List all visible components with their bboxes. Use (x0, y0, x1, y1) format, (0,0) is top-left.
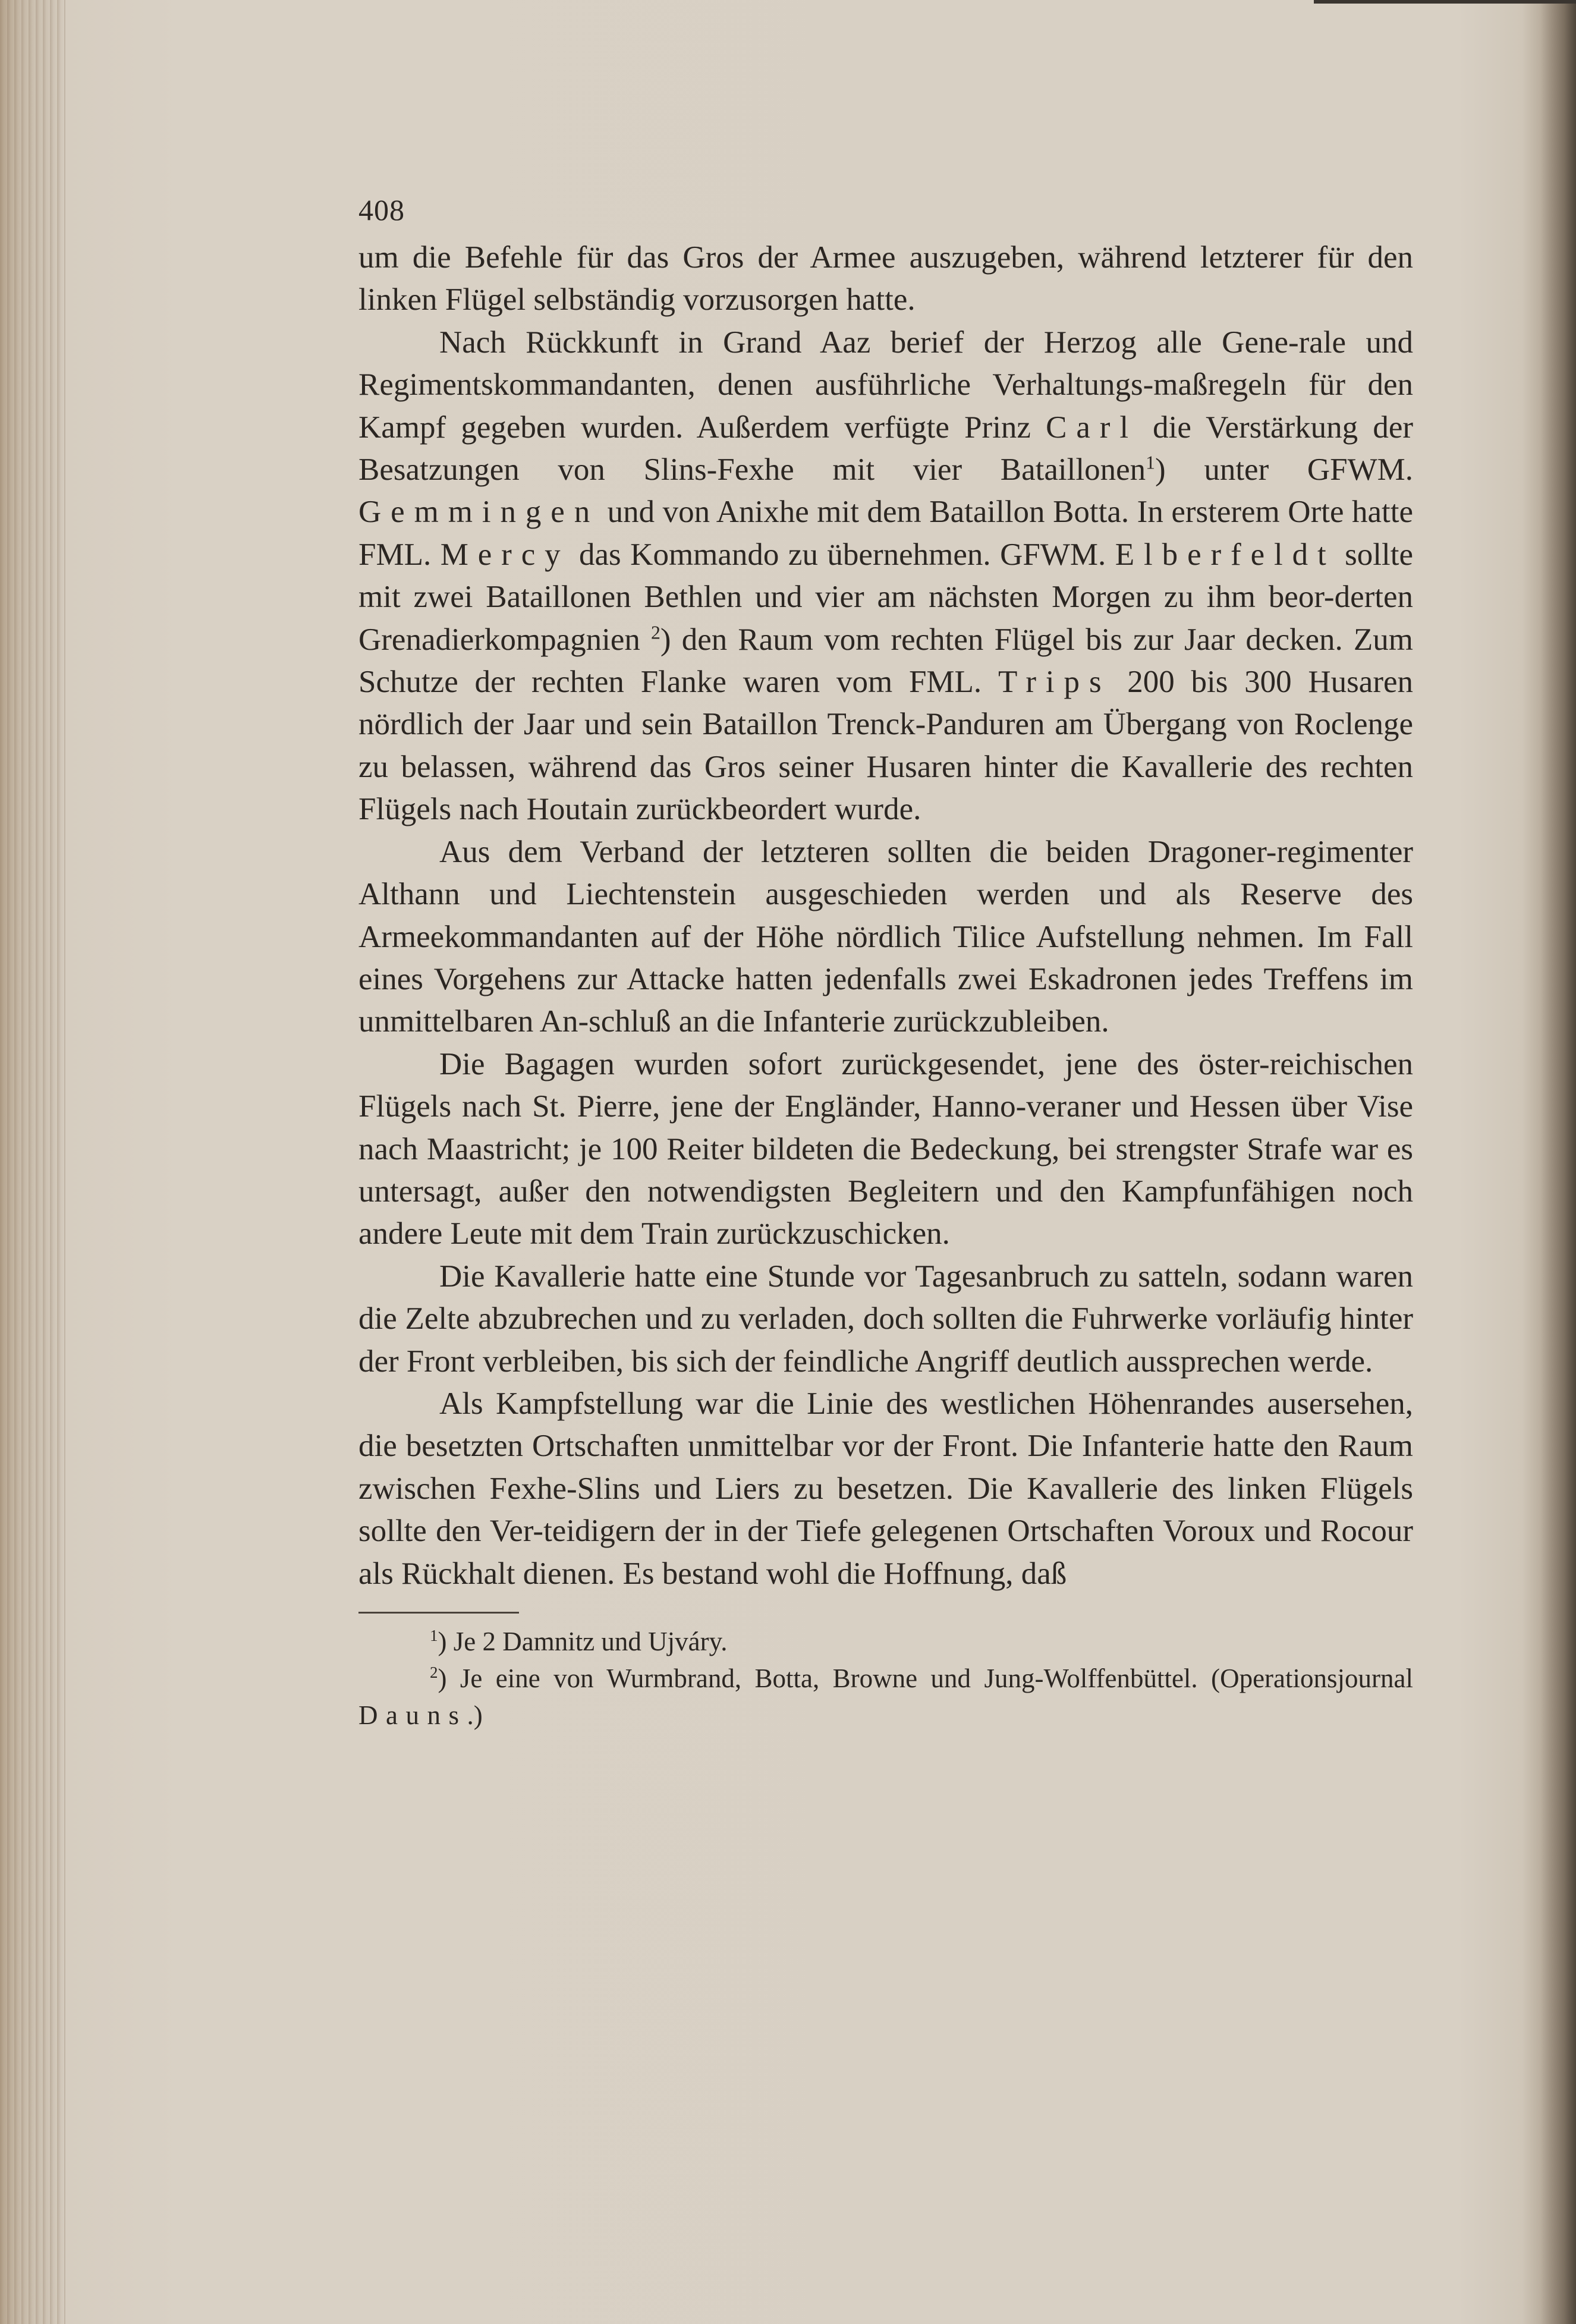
person-name-mercy: Mercy (440, 537, 570, 572)
page-number: 408 (358, 193, 405, 227)
book-gutter-edge (0, 0, 65, 2324)
book-page (358, 189, 1413, 1734)
person-name-elberfeldt: Elberfeldt (1115, 537, 1336, 572)
footnote-marker-1: 1 (430, 1627, 438, 1644)
person-name-dauns: Dauns (358, 1700, 467, 1730)
person-name-trips: Trips (998, 665, 1111, 700)
footnote-1: $^1$) Je 2 Damnitz und Ujváry. (430, 1627, 728, 1656)
footnote-ref-1: 1 (1146, 452, 1156, 473)
person-name-gemmingen: Gemmingen (358, 495, 600, 530)
footnote-separator (358, 1612, 519, 1614)
paragraph-5: Die Kavallerie hatte eine Stunde vor Tagesanbruch zu satteln, sodann waren die Zelte abzubrechen und zu verladen, doch sollten die Fuhrwerke vorläufig hinter der Front verbleiben, bis sich der feindliche Angriff deutlich aussprechen werde. (358, 1259, 1413, 1379)
footnote-ref-2: 2 (651, 622, 660, 643)
top-edge-shadow (1314, 0, 1576, 4)
paragraph-3: Aus dem Verband der letzteren sollten die beiden Dragoner-regimenter Althann und Liechtenstein ausgeschieden werden und als Reserve des Armeekommandanten auf der Höhe nördlich Tilice Aufstellung nehmen. Im Fall eines Vorgehens zur Attacke hatten jedenfalls zwei Eskadronen jedes Treffens im unmittelbaren An-schluß an die Infanterie zurückzubleiben. (358, 834, 1413, 1039)
person-name-carl: Carl (1046, 410, 1138, 445)
footnote-marker-2: 2 (430, 1663, 438, 1681)
paragraph-2: Nach Rückkunft in Grand Aaz berief der Herzog alle Gene-rale und Regimentskommandanten, denen ausführliche Verhaltungs-maßregeln für den Kampf gegeben wurden. Außerdem verfügte Prinz Carl die Verstärkung der Besatzungen von Slins-Fexhe mit vier Bataillonen$^1$) unter GFWM. Gemmingen und von Anixhe mit dem Bataillon Botta. In ersterem Orte hatte FML. Mercy das Kommando zu übernehmen. GFWM. Elberfeldt sollte mit zwei Bataillonen Bethlen und vier am nächsten Morgen zu ihm beor-derten Grenadierkompagnien $^2$) den Raum vom rechten Flügel bis zur Jaar decken. Zum Schutze der rechten Flanke waren vom FML. Trips 200 bis 300 Husaren nördlich der Jaar und sein Bataillon Trenck-Panduren am Übergang von Roclenge zu belassen, während das Gros seiner Husaren hinter die Kavallerie des rechten Flügels nach Houtain zurückbeordert wurde. (358, 325, 1414, 827)
paragraph-1: um die Befehle für das Gros der Armee auszugeben, während letzterer für den linken Flügel selbständig vorzusorgen hatte. (358, 240, 1413, 317)
paragraph-4: Die Bagagen wurden sofort zurückgesendet, jene des öster-reichischen Flügels nach St. Pierre, jene der Engländer, Hanno-veraner und Hessen über Vise nach Maastricht; je 100 Reiter bildeten die Bedeckung, bei strengster Strafe war es untersagt, außer den notwendigsten Begleitern und den Kampfunfähigen noch andere Leute mit dem Train zurückzuschicken. (358, 1046, 1413, 1251)
footnote-2: $^2$) Je eine von Wurmbrand, Botta, Browne und Jung-Wolffenbüttel. (Operationsjournal Dauns.) (358, 1663, 1413, 1730)
page-fore-edge (1540, 0, 1576, 2324)
paragraph-6: Als Kampfstellung war die Linie des westlichen Höhenrandes ausersehen, die besetzten Ortschaften unmittelbar vor der Front. Die Infanterie hatte den Raum zwischen Fexhe-Slins und Liers zu besetzen. Die Kavallerie des linken Flügels sollte den Ver-teidigern der in der Tiefe gelegenen Ortschaften Voroux und Rocour als Rückhalt dienen. Es bestand wohl die Hoffnung, daß (358, 1386, 1413, 1591)
